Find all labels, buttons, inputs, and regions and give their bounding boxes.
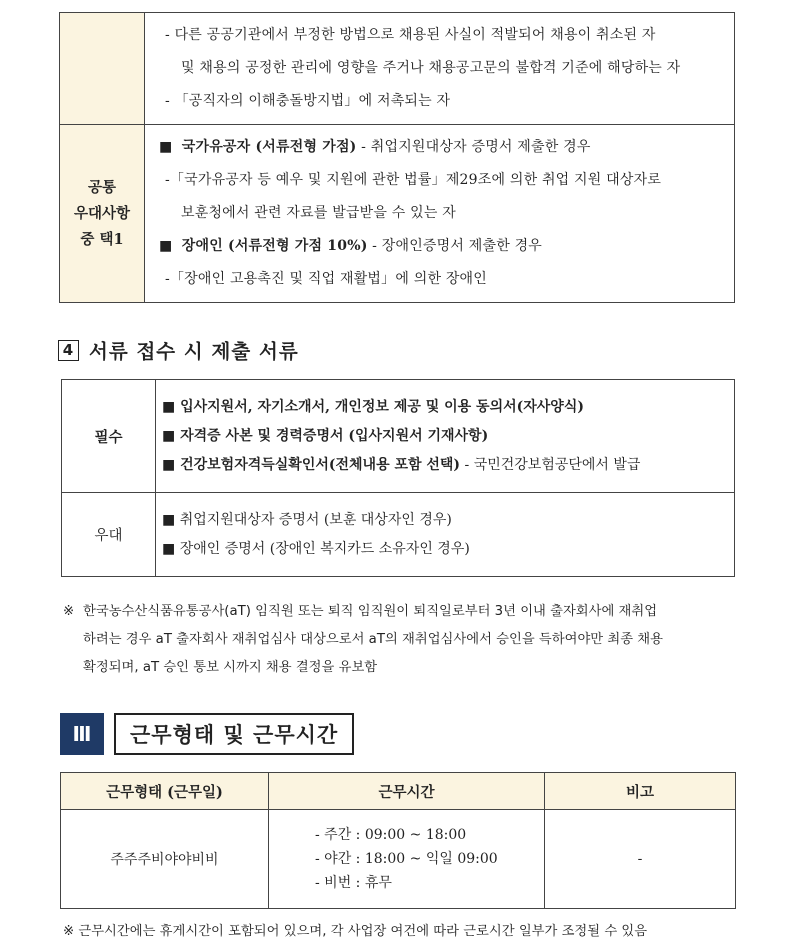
section-number-box: 4 [58,340,79,361]
header-work-type: 근무형태 (근무일) [61,773,269,810]
work-hours-value: - 주간 : 09:00 ~ 18:00 - 야간 : 18:00 ~ 익일 09:00 - 비번 : 휴무 [269,810,545,909]
disqualification-cell [145,13,735,125]
disqualification-line: - 「공직자의 이해충돌방지법」에 저촉되는 자 [165,93,451,109]
section-4-title: 서류 접수 시 제출 서류 [89,340,299,363]
required-label: 필수 [62,380,156,493]
note-mark: ※ [63,604,75,619]
blank-label-cell [60,13,145,125]
bullet-icon: ■ [162,456,181,473]
section-3-heading [60,713,354,755]
bullet-icon: ■ [162,398,181,415]
preference-doc-item: ■ 장애인 증명서 (장애인 복지카드 소유자인 경우) [162,540,470,557]
required-docs-cell [156,380,735,493]
preference-item-disabled: ■ 장애인 (서류전형 가점 10%) - 장애인증명서 제출한 경우 [159,238,543,254]
work-hours-note: ※ 근무시간에는 휴게시간이 포함되어 있으며, 각 사업장 여건에 따라 근로시간 일부가 조정될 수 있음 [63,924,648,939]
disqualification-line: 및 채용의 공정한 관리에 영향을 주거나 채용공고문의 불합격 기준에 해당하는 자 [181,60,681,76]
work-type-value: 주주주비야야비비 [61,810,269,909]
preference-docs-cell [156,493,735,577]
required-doc-item: ■ 자격증 사본 및 경력증명서 (입사지원서 기재사항) [162,427,489,444]
common-preference-label: 공통 우대사항 중 택1 [60,125,145,303]
header-work-hours: 근무시간 [269,773,545,810]
preference-cell: ■ 국가유공자 (서류전형 가점) - 취업지원대상자 증명서 제출한 경우 -「국가유공자 등 예우 및 지원에 관한 법률」제29조에 의한 취업 지원 대상자로 보훈청에서 관련 자료를 발급받을 수 있는 자 ■ 장애인 (서류전형 가점 10%) - 장애인증명서 제출한 경우 -「장애인 고용촉진 및 직업 재활법」에 의한 장애인 [145,125,735,303]
remark-value: - [545,810,736,909]
bullet-icon: ■ [162,427,181,444]
section-roman-badge: Ⅲ [60,713,104,755]
reemployment-note: ※ 한국농수산식품유통공사(aT) 임직원 또는 퇴직 임직원이 퇴직일로부터 3년 이내 출자회사에 재취업 하려는 경우 aT 출자회사 재취업심사 대상으로서 aT의 재취업심사에서 승인을 득하여야만 최종 채용 확정되며, aT 승인 통보 시까지 채용 결정을 유보함 [63,598,738,682]
bullet-icon: ■ [162,511,180,528]
documents-table [61,379,735,577]
preference-label: 우대 [62,493,156,577]
bullet-icon: ■ [159,139,173,155]
section-4-heading [58,336,299,364]
required-doc-item: ■ 입사지원서, 자기소개서, 개인정보 제공 및 이용 동의서(자사양식) [162,398,584,415]
work-schedule-table [60,772,736,909]
bullet-icon: ■ [159,238,173,254]
bullet-icon: ■ [162,540,180,557]
preference-item-veteran: ■ 국가유공자 (서류전형 가점) - 취업지원대상자 증명서 제출한 경우 [159,139,591,155]
preference-doc-item: ■ 취업지원대상자 증명서 (보훈 대상자인 경우) [162,511,452,528]
section-3-title: 근무형태 및 근무시간 [114,713,354,755]
disqualification-line: - 다른 공공기관에서 부정한 방법으로 채용된 사실이 적발되어 채용이 취소된 자 [165,27,656,43]
required-doc-item: ■ 건강보험자격득실확인서(전체내용 포함 선택) - 국민건강보험공단에서 발급 [162,456,641,473]
header-remark: 비고 [545,773,736,810]
eligibility-table [59,12,735,303]
